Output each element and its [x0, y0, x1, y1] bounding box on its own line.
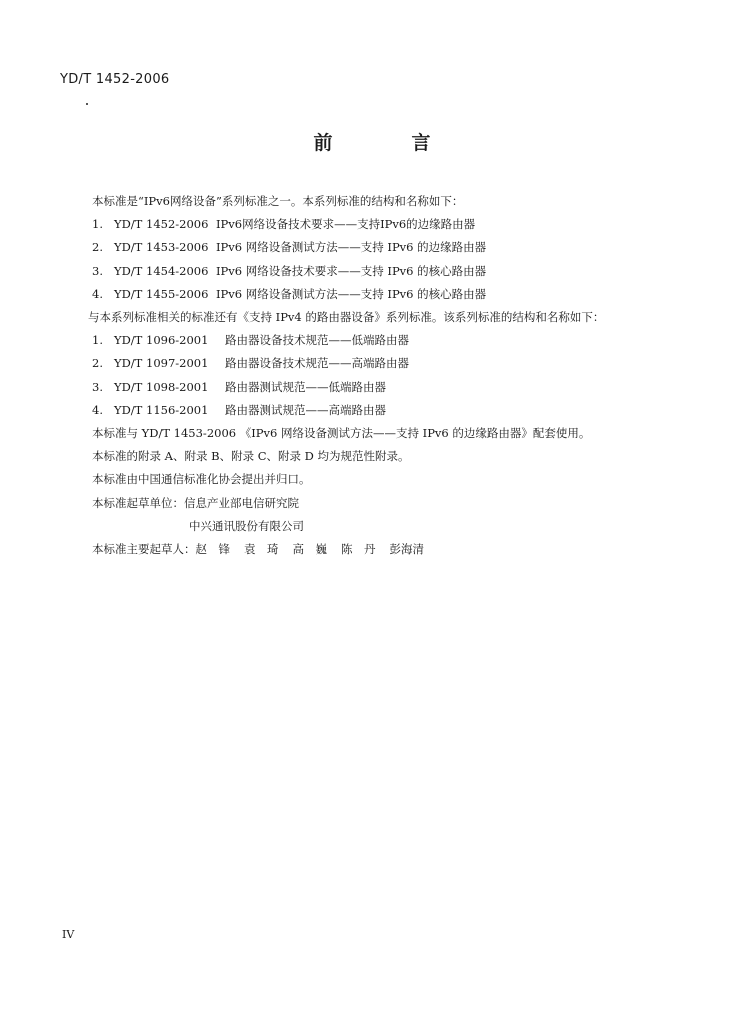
related-item-number: 2. — [92, 356, 103, 371]
drafters-label: 本标准主要起草人： — [92, 542, 196, 557]
related-item-title: 路由器设备技术规范——高端路由器 — [225, 356, 409, 371]
related-item-number: 3. — [92, 379, 103, 394]
related-item — [92, 376, 692, 399]
series-item-code: YD/T 1452-2006 — [114, 217, 209, 232]
drafting-units-line — [92, 492, 692, 515]
drafter-name: 彭海清 — [389, 542, 424, 557]
drafter-name: 赵 锋 — [195, 542, 230, 557]
series-item-code: YD/T 1453-2006 — [114, 240, 209, 255]
drafter-name: 袁 琦 — [244, 542, 279, 557]
related-item-number: 4. — [92, 402, 103, 417]
related-item — [92, 352, 692, 375]
related-item-title: 路由器测试规范——高端路由器 — [225, 402, 386, 417]
drafters-line — [92, 538, 692, 561]
document-body — [88, 190, 692, 561]
related-series-list — [92, 329, 692, 422]
related-item-code: YD/T 1156-2001 — [114, 402, 209, 417]
drafter-name: 高 巍 — [292, 542, 327, 557]
series-item — [92, 283, 692, 306]
series-item-title: IPv6 网络设备测试方法——支持 IPv6 的边缘路由器 — [216, 240, 487, 255]
series-list — [92, 213, 692, 306]
series-item-number: 1. — [92, 217, 103, 232]
series-item-title: IPv6 网络设备技术要求——支持 IPv6 的核心路由器 — [216, 263, 487, 278]
related-intro-paragraph: 与本系列标准相关的标准还有《支持 IPv4 的路由器设备》系列标准。该系列标准的结构和名称如下： — [88, 310, 605, 325]
series-item — [92, 213, 692, 236]
series-item-code: YD/T 1454-2006 — [114, 263, 209, 278]
drafter-name: 陈 丹 — [341, 542, 376, 557]
annex-paragraph: 本标准的附录 A、附录 B、附录 C、附录 D 均为规范性附录。 — [92, 449, 410, 464]
series-item-title: IPv6网络设备技术要求——支持IPv6的边缘路由器 — [216, 217, 476, 232]
drafting-unit-org: 信息产业部电信研究院 — [184, 495, 299, 510]
companion-standard-paragraph: 本标准与 YD/T 1453-2006 《IPv6 网络设备测试方法——支持 IPv6 的边缘路由器》配套使用。 — [92, 426, 591, 441]
series-item-code: YD/T 1455-2006 — [114, 286, 209, 301]
related-item-code: YD/T 1097-2001 — [114, 356, 209, 371]
page-title: 前 言 — [313, 132, 461, 154]
related-item — [92, 329, 692, 352]
series-item-number: 4. — [92, 286, 103, 301]
page-number: IV — [62, 928, 75, 941]
related-item — [92, 399, 692, 422]
series-item — [92, 260, 692, 283]
related-item-code: YD/T 1096-2001 — [114, 333, 209, 348]
standard-code-header: YD/T 1452-2006 — [60, 72, 170, 87]
related-item-number: 1. — [92, 333, 103, 348]
related-item-code: YD/T 1098-2001 — [114, 379, 209, 394]
series-item-number: 3. — [92, 263, 103, 278]
intro-paragraph: 本标准是“IPv6网络设备”系列标准之一。本系列标准的结构和名称如下： — [92, 194, 464, 208]
drafting-units-label: 本标准起草单位： — [92, 495, 184, 510]
proposer-paragraph: 本标准由中国通信标准化协会提出并归口。 — [92, 472, 311, 487]
drafting-unit-org: 中兴通讯股份有限公司 — [189, 518, 304, 533]
series-item-number: 2. — [92, 240, 103, 255]
scan-dot — [86, 103, 88, 105]
related-item-title: 路由器设备技术规范——低端路由器 — [225, 333, 409, 348]
related-item-title: 路由器测试规范——低端路由器 — [225, 379, 386, 394]
series-item-title: IPv6 网络设备测试方法——支持 IPv6 的核心路由器 — [216, 286, 487, 301]
series-item — [92, 236, 692, 259]
